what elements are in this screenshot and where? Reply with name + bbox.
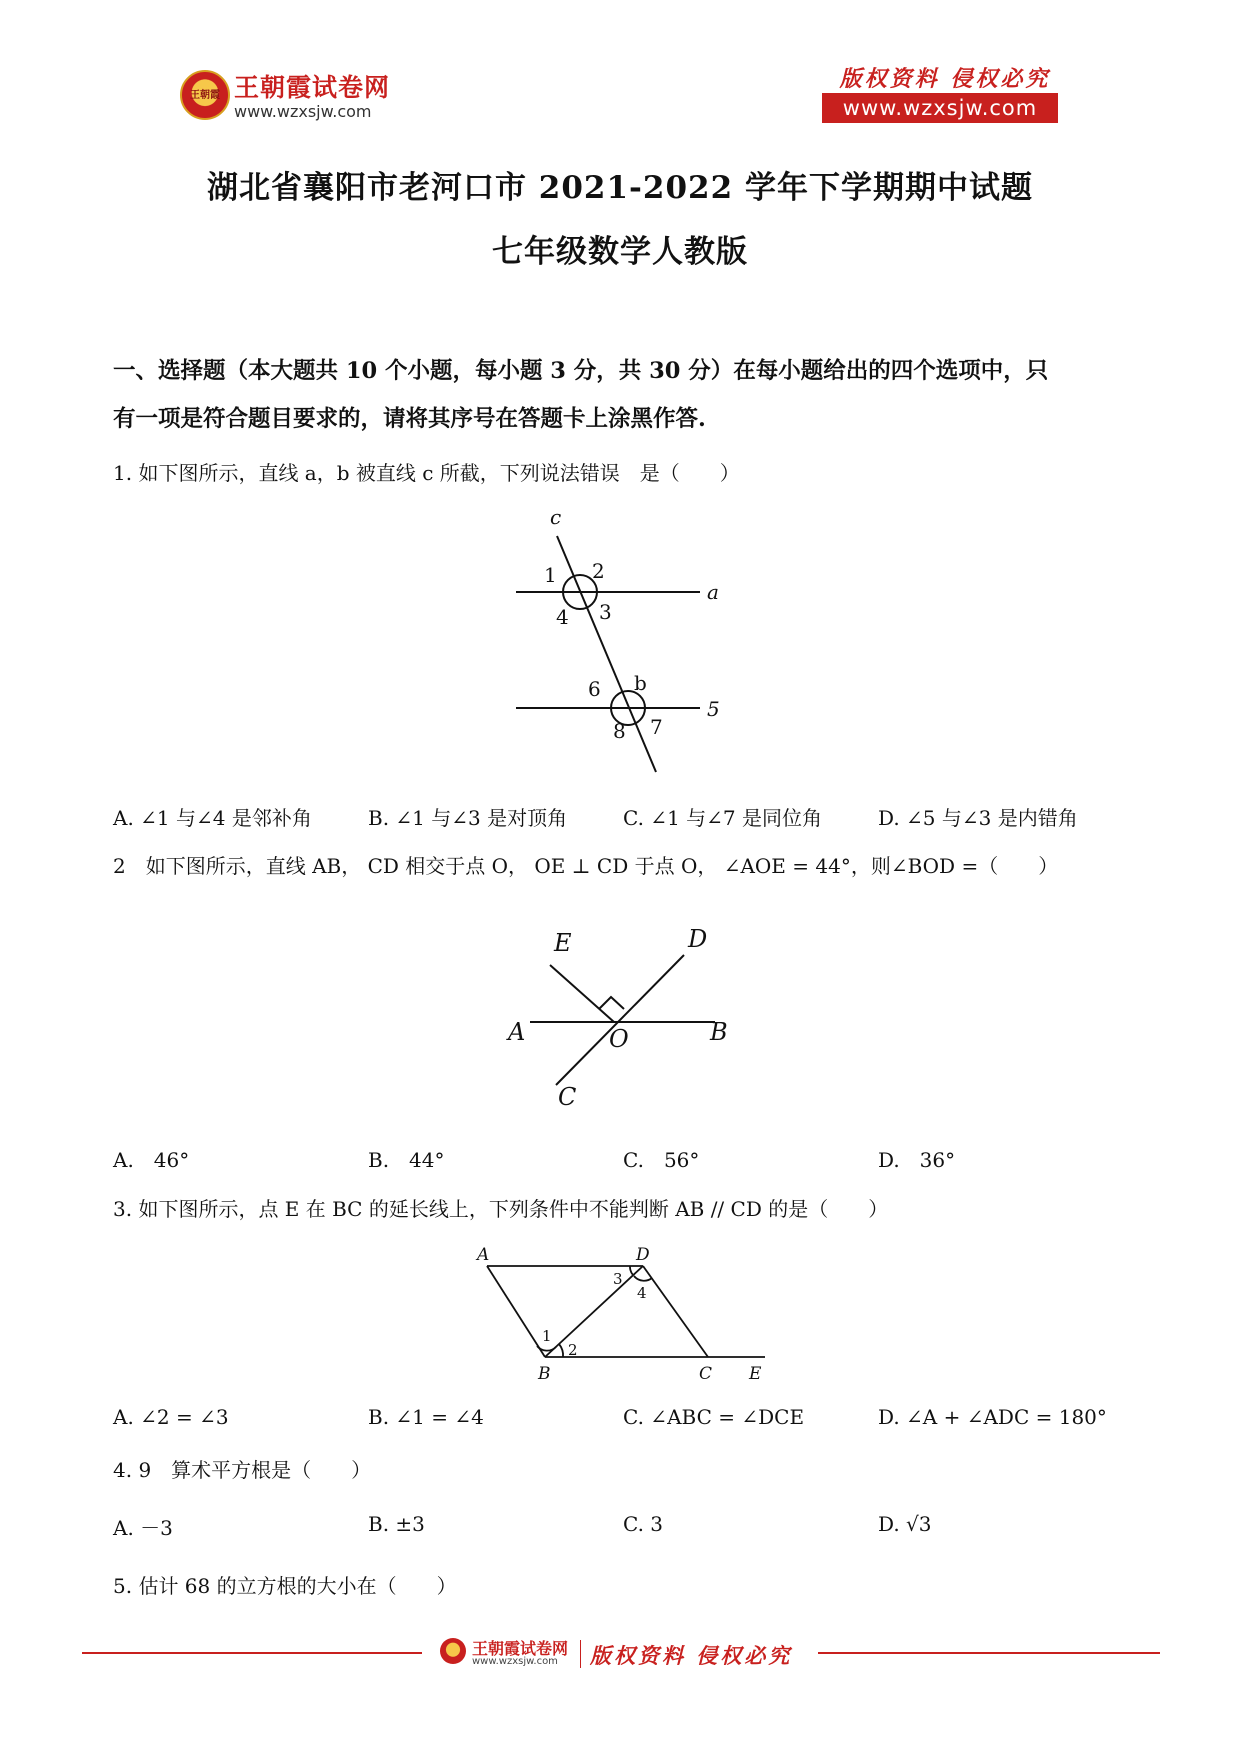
question-1-option-a[interactable]: A. ∠1 与∠4 是邻补角 (113, 806, 312, 830)
angle-label-1: 1 (544, 563, 557, 587)
line-c (557, 536, 656, 772)
page-title: 湖北省襄阳市老河口市 2021-2022 学年下学期期中试题 (206, 170, 1033, 206)
logo-url[interactable]: www.wzxsjw.com (234, 102, 372, 121)
angle-arc-4 (634, 1276, 652, 1281)
question-5-stem: 5. 估计 68 的立方根的大小在（ ） (113, 1574, 457, 1598)
line-oe (550, 965, 614, 1022)
footer-logo-url[interactable]: www.wzxsjw.com (472, 1656, 558, 1667)
question-2-option-a[interactable]: A. 46° (113, 1148, 190, 1172)
angle-label-1: 1 (542, 1327, 552, 1345)
question-4-option-c[interactable]: C. 3 (623, 1512, 664, 1536)
angle-label-2: 2 (568, 1341, 578, 1359)
footer-divider-right (818, 1652, 1160, 1654)
footer-copyright: 版权资料 侵权必究 (590, 1643, 793, 1668)
question-1-option-d[interactable]: D. ∠5 与∠3 是内错角 (878, 806, 1078, 830)
label-d: D (688, 925, 708, 953)
angle-label-3: 3 (599, 600, 612, 624)
page-subtitle: 七年级数学人教版 (492, 234, 748, 270)
segment-ab (487, 1266, 545, 1357)
footer-logo-name: 王朝霞试卷网 (472, 1639, 569, 1658)
question-3-option-b[interactable]: B. ∠1 = ∠4 (368, 1405, 484, 1429)
label-c: C (558, 1083, 577, 1111)
angle-label-3: 3 (613, 1270, 623, 1288)
footer-divider-left (82, 1652, 422, 1654)
question-2-figure (490, 915, 750, 1115)
angle-label-5: 6 (588, 677, 601, 701)
label-a: a (707, 580, 719, 604)
copyright-notice: 版权资料 侵权必究 (839, 66, 1051, 92)
question-4-stem: 4. 9 算术平方根是（ ） (113, 1458, 372, 1482)
label-b: B (538, 1364, 551, 1384)
question-3-figure (470, 1240, 780, 1385)
section-heading-line2: 有一项是符合题目要求的，请将其序号在答题卡上涂黑作答. (113, 406, 706, 432)
question-4-option-b[interactable]: B. ±3 (368, 1512, 425, 1536)
footer-separator (580, 1640, 581, 1668)
label-a: A (477, 1245, 490, 1265)
angle-label-4: 4 (637, 1284, 647, 1302)
label-d: D (636, 1245, 650, 1265)
label-b: B (710, 1018, 728, 1046)
header-logo[interactable] (180, 66, 420, 128)
question-2-stem: 2 如下图所示，直线 AB， CD 相交于点 O， OE ⊥ CD 于点 O， ∠AOE = 44°，则∠BOD =（ ） (113, 854, 1059, 878)
label-o: O (609, 1025, 629, 1053)
angle-label-7: 7 (650, 715, 663, 739)
question-4-option-a[interactable]: A. －3 (113, 1516, 173, 1540)
angle-label-2: 2 (592, 559, 605, 583)
question-3-option-c[interactable]: C. ∠ABC = ∠DCE (623, 1405, 805, 1429)
segment-dc (643, 1266, 708, 1357)
segment-bd (545, 1266, 643, 1357)
question-4-option-d[interactable]: D. √3 (878, 1512, 932, 1536)
angle-label-6: b (634, 671, 647, 695)
question-1-figure (500, 500, 740, 780)
footer-badge-icon (440, 1638, 466, 1664)
question-2-option-c[interactable]: C. 56° (623, 1148, 700, 1172)
logo-badge-text: 王朝霞 (190, 90, 220, 101)
angle-arc-3 (630, 1266, 633, 1275)
question-1-option-c[interactable]: C. ∠1 与∠7 是同位角 (623, 806, 822, 830)
question-2-option-d[interactable]: D. 36° (878, 1148, 956, 1172)
footer-logo[interactable] (440, 1636, 800, 1672)
label-e: E (554, 929, 572, 957)
label-c: C (699, 1364, 713, 1384)
line-cd (556, 955, 684, 1085)
logo-badge-icon (180, 70, 230, 120)
angle-arc-2 (559, 1344, 563, 1357)
question-1-option-b[interactable]: B. ∠1 与∠3 是对顶角 (368, 806, 568, 830)
question-1-stem: 1. 如下图所示，直线 a，b 被直线 c 所截，下列说法错误 是（ ） (113, 461, 740, 485)
section-heading-line1: 一、选择题（本大题共 10 个小题，每小题 3 分，共 30 分）在每小题给出的四个选项中，只 (113, 358, 1049, 384)
logo-name: 王朝霞试卷网 (234, 73, 391, 102)
angle-label-8: 8 (613, 719, 626, 743)
angle-label-4: 4 (556, 605, 569, 629)
question-3-option-d[interactable]: D. ∠A + ∠ADC = 180° (878, 1405, 1107, 1429)
label-c: c (550, 505, 562, 529)
question-2-option-b[interactable]: B. 44° (368, 1148, 445, 1172)
label-a: A (508, 1018, 526, 1046)
right-angle-mark (599, 997, 624, 1009)
header-url-banner[interactable]: www.wzxsjw.com (822, 93, 1058, 123)
question-3-option-a[interactable]: A. ∠2 = ∠3 (113, 1405, 229, 1429)
label-e: E (749, 1364, 762, 1384)
label-b: 5 (707, 697, 720, 721)
question-3-stem: 3. 如下图所示，点 E 在 BC 的延长线上，下列条件中不能判断 AB // CD 的是（ ） (113, 1197, 889, 1221)
